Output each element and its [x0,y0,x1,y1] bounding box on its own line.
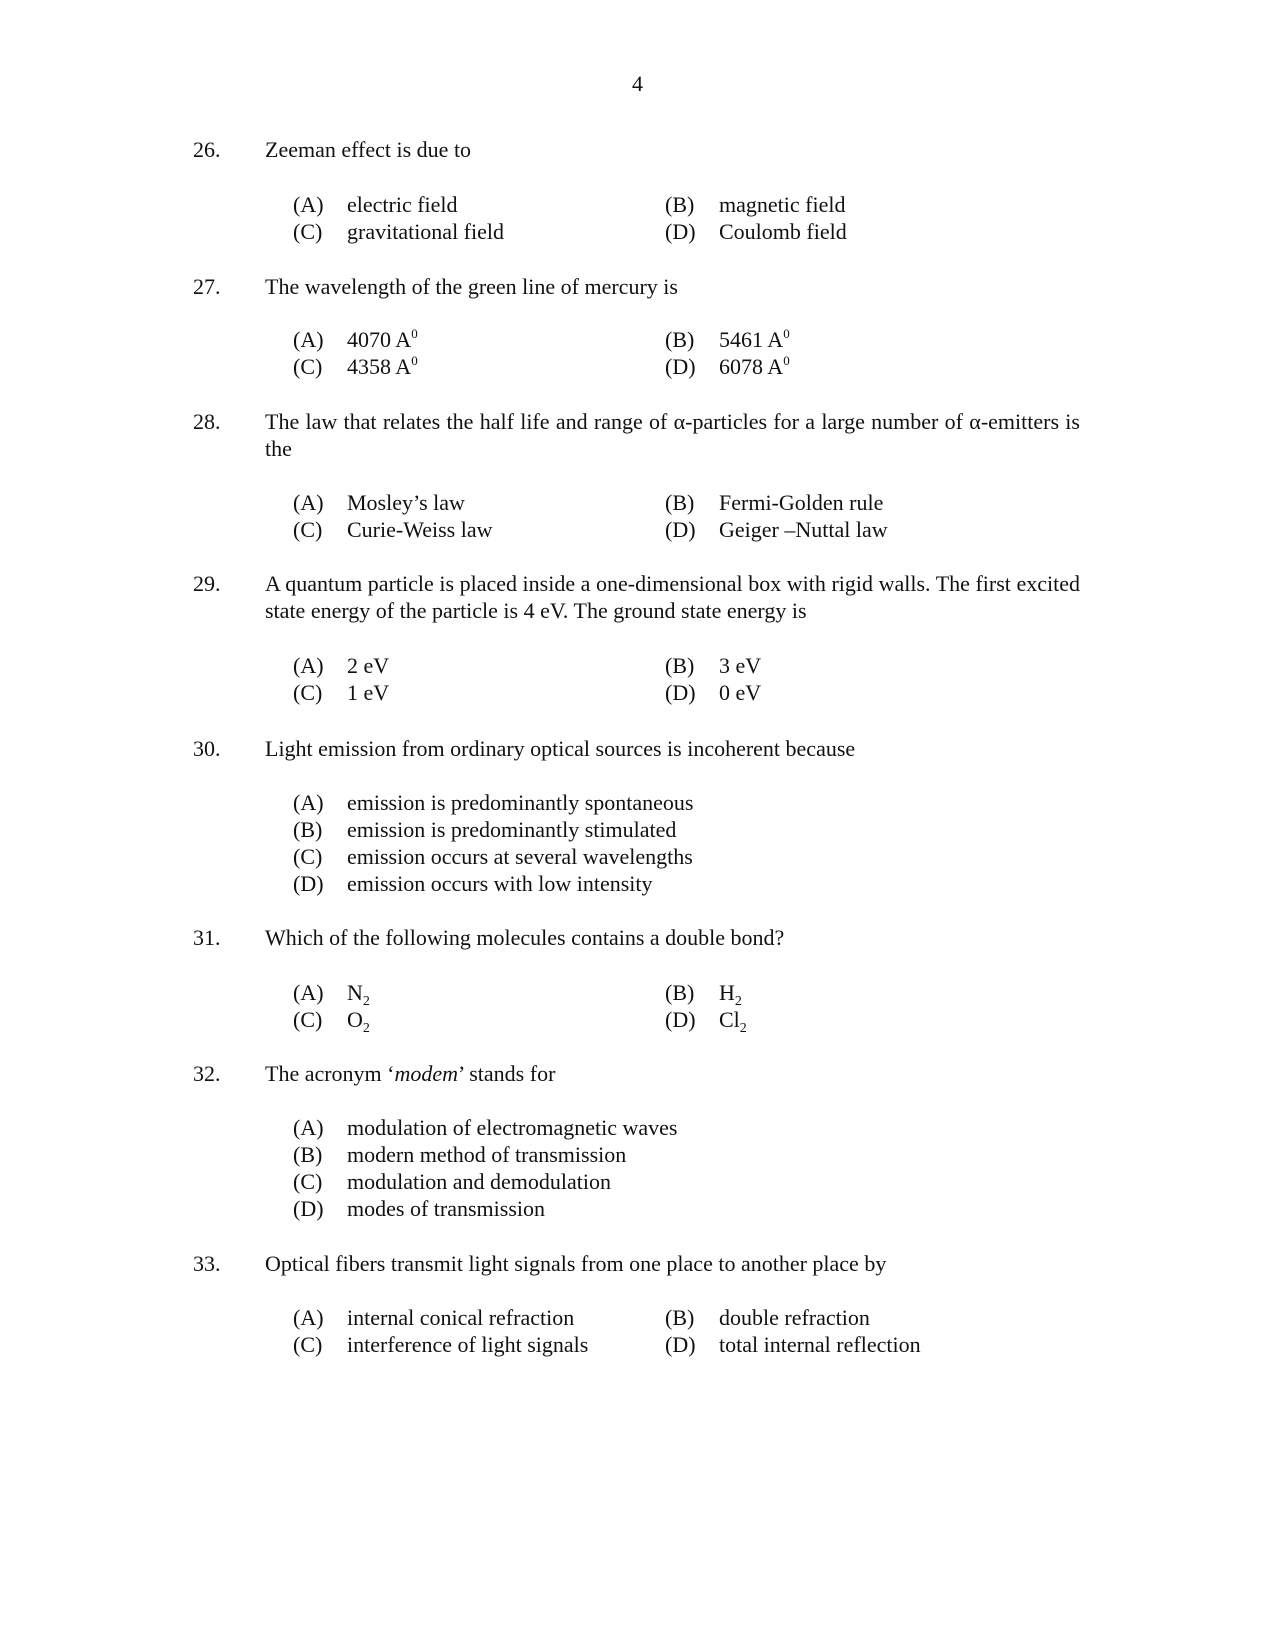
option-text: 4358 $A^0$ [347,353,418,379]
option-text: emission is predominantly spontaneous [347,790,694,815]
option-label: (B) [293,817,323,842]
question-text: Light emission from ordinary optical sources is incoherent because [265,736,856,761]
option-label: (A) [293,1115,324,1140]
question-text: A quantum particle is placed inside a one-dimensional box with rigid walls. The first excited state energy of the particle is 4 eV. The ground state energy is [265,571,1080,623]
option-text: 2 eV [347,653,390,678]
option-text: total internal reflection [719,1332,921,1357]
option-label: (B) [665,653,695,678]
option-text: 6078 $A^0$ [719,353,790,379]
option-label: (D) [665,1007,696,1032]
option-text: 0 eV [719,680,762,705]
question-number: 28. [193,409,221,434]
option-text: 3 eV [719,653,762,678]
option-label: (A) [293,192,324,217]
option-text: Geiger –Nuttal law [719,517,888,542]
option-text: emission occurs at several wavelengths [347,844,693,869]
question-number: 29. [193,571,221,596]
option-label: (C) [293,680,323,705]
option-label: (D) [293,1196,324,1221]
option-text: $H_2$ [719,980,742,1009]
option-label: (A) [293,327,324,352]
option-label: (D) [665,354,696,379]
option-text: modes of transmission [347,1196,545,1221]
option-label: (C) [293,1007,323,1032]
option-text: $N_2$ [347,980,370,1009]
acronym-text: modem [394,1061,459,1086]
question-number: 31. [193,925,221,950]
option-label: (A) [293,653,324,678]
option-label: (C) [293,517,323,542]
option-label: (C) [293,844,323,869]
option-label: (C) [293,1332,323,1357]
option-label: (B) [665,1305,695,1330]
option-label: (D) [665,219,696,244]
question-number: 26. [193,137,221,162]
option-label: (A) [293,980,324,1005]
option-label: (B) [665,980,695,1005]
question-text: The law that relates the half life and range of α-particles for a large number of α-emitters is the [265,409,1080,461]
option-text: emission occurs with low intensity [347,871,653,896]
option-text: emission is predominantly stimulated [347,817,677,842]
option-text: Fermi-Golden rule [719,490,884,515]
option-text: electric field [347,192,458,217]
option-text: interference of light signals [347,1332,589,1357]
option-label: (B) [665,490,695,515]
option-text: 5461 $A^0$ [719,326,790,352]
option-label: (C) [293,354,323,379]
question-number: 27. [193,274,221,299]
option-label: (D) [293,871,324,896]
question-text: Which of the following molecules contains a double bond? [265,925,785,950]
option-label: (C) [293,219,323,244]
option-label: (D) [665,517,696,542]
option-label: (A) [293,490,324,515]
question-text: The acronym ‘modem’ stands for [265,1061,556,1086]
option-label: (B) [293,1142,323,1167]
option-text: double refraction [719,1305,870,1330]
option-label: (A) [293,790,324,815]
option-text: modern method of transmission [347,1142,627,1167]
option-text: Coulomb field [719,219,847,244]
option-label: (D) [665,680,696,705]
option-text: $O_2$ [347,1007,370,1036]
option-label: (D) [665,1332,696,1357]
question-number: 30. [193,736,221,761]
option-label: (B) [665,327,695,352]
option-text: gravitational field [347,219,504,244]
option-text: 4070 $A^0$ [347,326,418,352]
option-label: (A) [293,1305,324,1330]
option-text: magnetic field [719,192,846,217]
option-text: internal conical refraction [347,1305,575,1330]
option-text: $Cl_2$ [719,1007,747,1036]
option-text: Curie-Weiss law [347,517,493,542]
question-text: Zeeman effect is due to [265,137,472,162]
option-label: (B) [665,192,695,217]
question-text: Optical fibers transmit light signals from one place to another place by [265,1251,887,1276]
page-number: 4 [632,71,643,96]
question-number: 33. [193,1251,221,1276]
option-text: modulation of electromagnetic waves [347,1115,678,1140]
option-label: (C) [293,1169,323,1194]
question-text: The wavelength of the green line of mercury is [265,274,678,299]
option-text: modulation and demodulation [347,1169,611,1194]
question-number: 32. [193,1061,221,1086]
option-text: 1 eV [347,680,390,705]
option-text: Mosley’s law [347,490,465,515]
